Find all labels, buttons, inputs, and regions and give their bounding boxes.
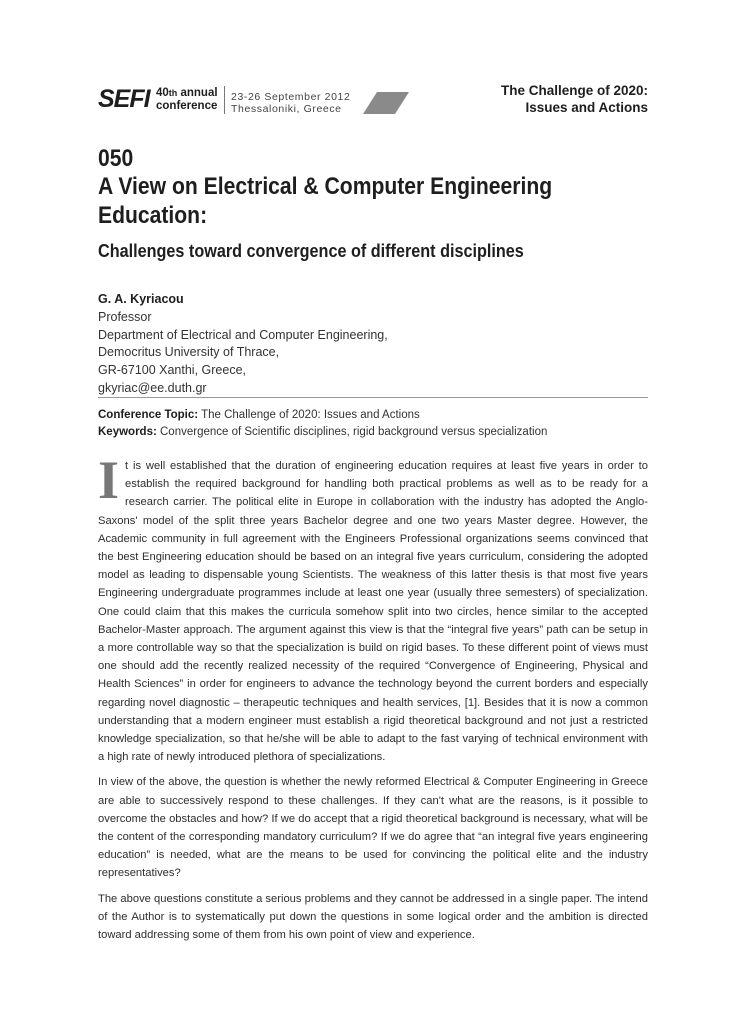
keywords-value: Convergence of Scientific disciplines, rigid background versus specialization [156,426,548,438]
series-title-line2: Issues and Actions [525,100,648,115]
sefi-logo: SEFI [98,85,150,113]
body-paragraph-1-text: t is well established that the duration of engineering education requires at least five years in order to establish the required background for handling both practical problems as well as to be ready for a research carrier. The political elite in Europe in collaboration with the industry has adopted the Anglo-Saxons' model of the split three years Bachelor degree and one two years Master degree. However, the Academic community in full agreement with the Engineers Professional organizations seems convinced that the best Engineering education should be based on an integral five years curriculum, considering the adopted model as leading to dispensable young Scientists. The weakness of this latter thesis is that most five years Engineering undergraduate programmes include at least one year (usually three semesters) of specialization. One could claim that this makes the curricula somehow split into two circles, hence similar to the accepted Bachelor-Master approach. The argument against this view is that the “integral five years” path can be setup in a more controllable way so that the specialization is build on rigid bases. To these different point of views must one should add the recently realized necessity of the required “Convergence of Engineering, Physical and Health Sciences” in order for engineers to advance the technology beyond the current borders and especially regarding novel diagnostic – therapeutic techniques and health services, [1]. Besides that it is now a common understanding that a modern engineer must establish a rigid theoretical background and not just a restricted knowledge specialization, so that he/she will be able to adapt to the fast varying of technical environment with a high rate of newly introduced plethora of specializations. [98,460,648,764]
author-block [98,291,388,398]
paper-number: 050 [98,145,134,172]
author-department: Department of Electrical and Computer Engineering, [98,327,388,342]
conference-topic-value: The Challenge of 2020: Issues and Actions [198,409,420,421]
paper-body [98,450,648,951]
conference-number: 40 [156,87,169,99]
series-title [501,82,648,116]
author-name: G. A. Kyriacou [98,292,184,306]
series-title-line1: The Challenge of 2020: [500,83,648,98]
conference-word: conference [156,99,218,112]
drop-cap: I [98,450,120,510]
conference-annual: annual [177,87,218,99]
conference-edition [156,87,218,112]
decorative-stripe-icon [363,92,409,114]
author-email[interactable]: gkyriac@ee.duth.gr [98,380,207,395]
author-position: Professor [98,309,152,324]
paper-meta [98,407,547,441]
author-city: GR-67100 Xanthi, Greece, [98,363,246,378]
conference-dates-location [231,91,350,115]
author-university: Democritus University of Thrace, [98,345,280,360]
conference-location: Thessaloniki, Greece [231,103,342,115]
conference-header [98,82,648,118]
body-paragraph-3: The above questions constitute a serious problems and they cannot be addressed in a single paper. The intend of the Author is to systematically put down the questions in some logical order and the ambition is directed toward addressing some of them from his own point of view and experience. [98,892,648,942]
section-divider [98,397,648,398]
paper-subtitle: Challenges toward convergence of different disciplines [98,241,524,261]
header-divider [224,86,225,114]
conference-topic [98,407,547,424]
paper-title: A View on Electrical & Computer Engineering Education: [98,173,553,229]
keywords-label: Keywords: [98,426,157,438]
conference-topic-label: Conference Topic: [98,409,199,421]
body-paragraph-1 [98,450,648,766]
keywords [98,424,547,441]
body-paragraph-2: In view of the above, the question is whether the newly reformed Electrical & Computer Engineering in Greece are able to successively respond to these challenges. If they can't what are the reasons, is it possible to overcome the obstacles and how? If we do accept that a rigid theoretical background is necessary, what will be the content of the corresponding mandatory curriculum? If we do agree that “an integral five years engineering education” is needed, what are the means to be used for convincing the political elite and the industry representatives? [98,776,648,880]
conference-ordinal: th [168,88,178,98]
conference-dates: 23-26 September 2012 [231,91,351,103]
